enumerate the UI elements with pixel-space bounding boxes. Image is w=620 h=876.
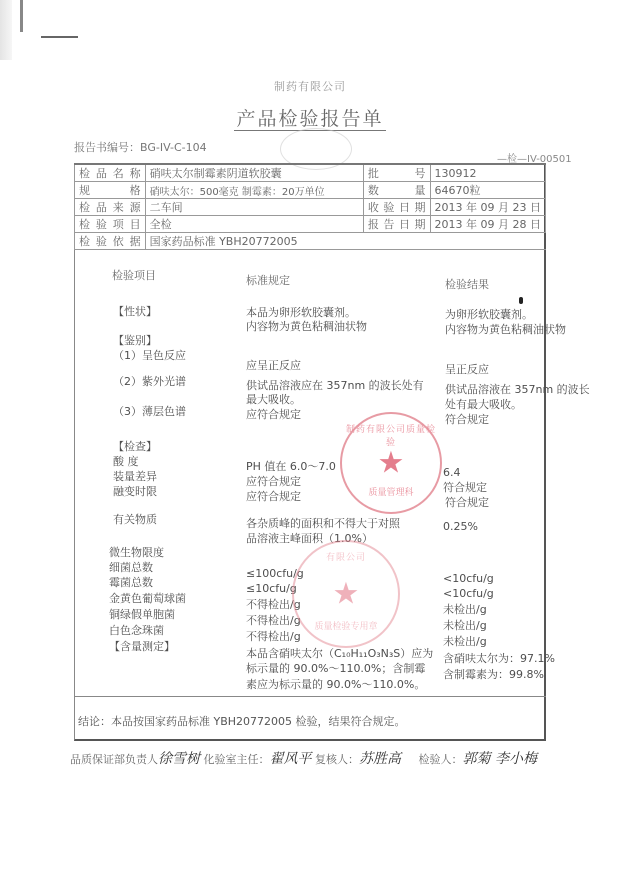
stamp-arc-text: 制药有限公司质量检验 bbox=[345, 425, 436, 448]
row-result: 处有最大吸收。 bbox=[445, 398, 522, 411]
row-standard: 应符合规定 bbox=[246, 475, 301, 488]
row-result: 呈正反应 bbox=[445, 363, 489, 376]
lab-director-signature: 翟风平 bbox=[269, 751, 312, 767]
row-item: 细菌总数 bbox=[109, 561, 153, 574]
row-standard: 不得检出/g bbox=[246, 598, 301, 611]
row-result: 未检出/g bbox=[443, 635, 487, 648]
row-result: 0.25% bbox=[443, 520, 478, 533]
product-name-value: 硝呋太尔制霉素阴道软胶囊 bbox=[145, 164, 363, 182]
received-date-label: 收验日期 bbox=[363, 199, 430, 216]
row-result: 供试品溶液在 357nm 的波长 bbox=[445, 383, 590, 396]
row-item: 【检查】 bbox=[113, 440, 157, 453]
star-icon: ★ bbox=[332, 576, 360, 612]
row-standard: 内容物为黄色粘稠油状物 bbox=[246, 320, 367, 333]
row-standard: 本品含硝呋太尔（C₁₀H₁₁O₃N₃S）应为 bbox=[246, 647, 434, 660]
basis-value: 国家药品标准 YBH20772005 bbox=[145, 233, 545, 250]
qa-manager-signature: 徐雪树 bbox=[158, 751, 200, 767]
row-result: 未检出/g bbox=[443, 619, 487, 632]
scan-dash-mark bbox=[41, 36, 78, 38]
row-standard: ≤10cfu/g bbox=[246, 582, 297, 595]
stamp-bottom-text: 质量管理科 bbox=[368, 488, 414, 498]
info-row bbox=[75, 216, 546, 233]
row-item: 装量差异 bbox=[113, 470, 157, 483]
company-name: 制药有限公司 bbox=[274, 80, 346, 93]
quantity-label: 数 量 bbox=[363, 182, 430, 199]
spec-label: 规 格 bbox=[75, 182, 146, 199]
row-standard: 不得检出/g bbox=[246, 630, 301, 643]
row-standard: 应符合规定 bbox=[246, 408, 301, 421]
row-result: <10cfu/g bbox=[443, 587, 494, 600]
batch-label: 批 号 bbox=[363, 164, 430, 182]
batch-value: 130912 bbox=[430, 164, 545, 182]
form-number: —检—IV-00501 bbox=[497, 154, 572, 165]
sample-info-table bbox=[74, 163, 546, 250]
info-row bbox=[75, 164, 546, 182]
ink-speck bbox=[519, 297, 523, 304]
row-standard: 应呈正反应 bbox=[246, 359, 301, 372]
row-item: 酸 度 bbox=[113, 455, 139, 468]
row-result: 符合规定 bbox=[445, 496, 489, 509]
row-standard: 品溶液主峰面积（1.0%） bbox=[246, 532, 373, 545]
lab-director-label: 化验室主任： bbox=[203, 753, 270, 766]
row-item: 微生物限度 bbox=[109, 546, 164, 559]
row-item: 白色念珠菌 bbox=[109, 624, 164, 637]
product-name-label: 检品名称 bbox=[75, 164, 146, 182]
row-item: 融变时限 bbox=[113, 485, 157, 498]
row-item: 有关物质 bbox=[113, 513, 157, 526]
document-title bbox=[0, 104, 620, 131]
received-date-value: 2013 年 09 月 23 日 bbox=[430, 199, 545, 216]
stamp-bottom-text: 质量检验专用章 bbox=[314, 622, 378, 632]
signature-row bbox=[70, 748, 537, 768]
info-row bbox=[75, 233, 546, 250]
row-result: 未检出/g bbox=[443, 603, 487, 616]
row-item: （1）呈色反应 bbox=[113, 349, 186, 362]
star-icon: ★ bbox=[377, 445, 405, 481]
items-label: 检验项目 bbox=[75, 216, 146, 233]
row-standard: 标示量的 90.0%～110.0%；含制霉 bbox=[246, 662, 426, 675]
inspector-label: 检验人： bbox=[418, 753, 463, 766]
row-standard: 各杂质峰的面积和不得大于对照 bbox=[246, 517, 400, 530]
row-standard: 供试品溶液应在 357nm 的波长处有 bbox=[246, 379, 424, 392]
stamp-arc-text: 有限公司 bbox=[325, 553, 366, 563]
quantity-value: 64670粒 bbox=[430, 182, 545, 199]
row-result: 符合规定 bbox=[445, 413, 489, 426]
reviewer-label: 复核人： bbox=[315, 753, 359, 766]
row-item: 霉菌总数 bbox=[109, 576, 153, 589]
source-label: 检品来源 bbox=[75, 199, 146, 216]
info-row bbox=[75, 182, 546, 199]
row-item: 【性状】 bbox=[113, 305, 157, 318]
document-title-text: 产品检验报告单 bbox=[236, 108, 384, 130]
column-result: 检验结果 bbox=[445, 278, 489, 291]
qa-manager-label: 品质保证部负责人 bbox=[70, 753, 158, 766]
info-row bbox=[75, 199, 546, 216]
row-item: （2）紫外光谱 bbox=[113, 375, 186, 388]
inspection-stamp bbox=[340, 412, 442, 514]
reviewer-signature: 苏胜高 bbox=[359, 751, 401, 767]
row-item: 金黄色葡萄球菌 bbox=[109, 592, 186, 605]
row-standard: 本品为卵形软胶囊剂。 bbox=[246, 306, 356, 319]
report-number-value: BG-IV-C-104 bbox=[140, 141, 207, 154]
row-item: （3）薄层色谱 bbox=[113, 405, 186, 418]
row-standard: ≤100cfu/g bbox=[246, 567, 304, 580]
row-standard: 素应为标示量的 90.0%～110.0%。 bbox=[246, 678, 426, 691]
row-standard: 不得检出/g bbox=[246, 614, 301, 627]
basis-label: 检验依据 bbox=[75, 233, 146, 250]
row-result: 6.4 bbox=[443, 466, 461, 479]
report-date-label: 报告日期 bbox=[363, 216, 430, 233]
scan-edge bbox=[0, 0, 12, 60]
row-result: 含制霉素为：99.8% bbox=[443, 668, 544, 681]
row-standard: 最大吸收。 bbox=[246, 393, 301, 406]
row-item: 【含量测定】 bbox=[109, 640, 175, 653]
column-item: 检验项目 bbox=[112, 269, 156, 282]
row-standard: PH 值在 6.0～7.0 bbox=[246, 460, 336, 473]
source-value: 二车间 bbox=[145, 199, 363, 216]
report-number bbox=[74, 139, 207, 155]
row-item: 铜绿假单胞菌 bbox=[109, 608, 175, 621]
row-item: 【鉴别】 bbox=[113, 334, 157, 347]
scan-edge-mark bbox=[20, 0, 23, 32]
spec-value: 硝呋太尔：500毫克 制霉素：20万单位 bbox=[145, 182, 363, 199]
report-number-label: 报告书编号： bbox=[74, 141, 140, 154]
items-value: 全检 bbox=[145, 216, 363, 233]
row-result: 含硝呋太尔为：97.1% bbox=[443, 652, 555, 665]
row-result: 为卵形软胶囊剂。 bbox=[445, 308, 533, 321]
conclusion: 结论：本品按国家药品标准 YBH20772005 检验，结果符合规定。 bbox=[78, 715, 406, 728]
company-stamp bbox=[292, 540, 400, 648]
report-date-value: 2013 年 09 月 28 日 bbox=[430, 216, 545, 233]
conclusion-divider bbox=[74, 696, 546, 697]
row-result: <10cfu/g bbox=[443, 572, 494, 585]
column-standard: 标准规定 bbox=[246, 274, 290, 287]
row-standard: 应符合规定 bbox=[246, 490, 301, 503]
row-result: 内容物为黄色粘稠油状物 bbox=[445, 323, 566, 336]
inspector-signature: 郭菊 李小梅 bbox=[462, 751, 537, 767]
row-result: 符合规定 bbox=[443, 481, 487, 494]
